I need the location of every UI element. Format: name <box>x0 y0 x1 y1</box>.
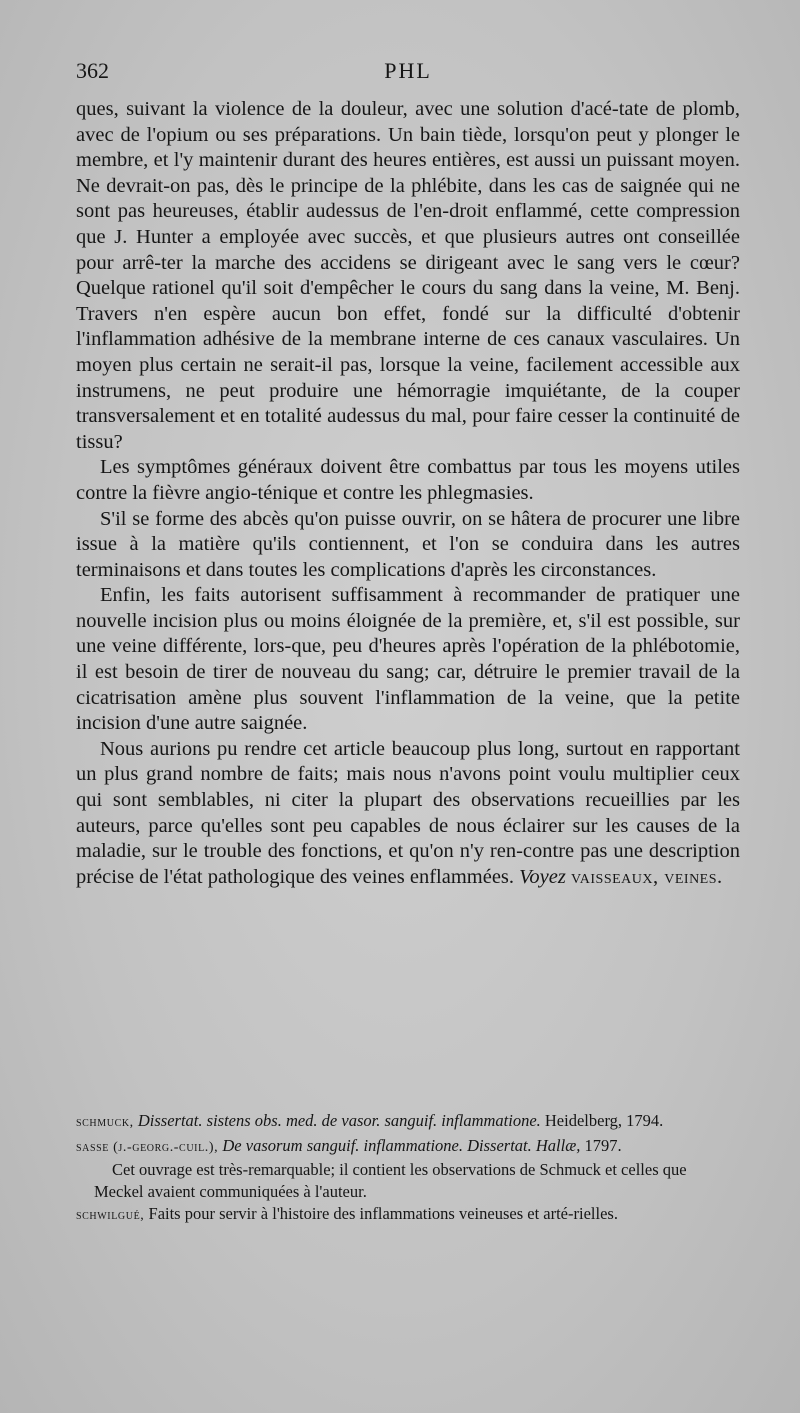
bib-imprint: Heidelberg, 1794. <box>544 1111 664 1130</box>
bib-author: sasse <box>76 1139 110 1155</box>
bib-forename: (j.-georg.-cuil.), <box>113 1139 219 1155</box>
bib-title: Dissertat. sistens obs. med. de vasor. sanguif. inflammatione. <box>137 1111 541 1130</box>
paragraph: Les symptômes généraux doivent être combattus par tous les moyens utiles contre la fièvre angio-ténique et contre les phlegmasies. <box>76 456 740 504</box>
paragraph: Enfin, les faits autorisent suffisamment à recommander de pratiquer une nouvelle incision plus ou moins éloignée de la première, et, s'il est possible, sur une veine différente, lors-que, peu d'heures après l'opération de la phlébotomie, il est besoin de tirer de nouveau du sang; car, détruire le premier travail de la cicatrisation amène plus souvent l'inflammation de la veine, que la petite incision d'une autre saignée. <box>76 584 740 735</box>
bibliography-entry <box>76 1110 740 1134</box>
running-head <box>74 58 742 88</box>
body-text <box>76 97 740 890</box>
bib-place: Hallæ, <box>535 1135 581 1155</box>
bib-text: Faits pour servir à l'histoire des inflammations veineuses et arté-rielles. <box>148 1204 618 1223</box>
paragraph-text: Nous aurions pu rendre cet article beaucoup plus long, surtout en rapportant un plus grand nombre de faits; mais nous n'avons point voulu multiplier ceux qui sont semblables, ni citer la plupart des observations recueillies par les auteurs, parce qu'elles sont peu capables de nous éclairer sur les causes de la maladie, sur le trouble des fonctions, et qu'on n'y ren-contre pas une description précise de l'état pathologique des veines enflammées. <box>76 737 740 888</box>
see-references: vaisseaux, veines. <box>570 865 723 888</box>
bibliography-entry <box>76 1203 740 1227</box>
bib-author: schwilgué, <box>76 1208 145 1223</box>
paragraph: S'il se forme des abcès qu'on puisse ouvrir, on se hâtera de procurer une libre issue à la matière qu'ils contiennent, et l'on se conduira dans les autres terminaisons et dans toutes les complications d'après les circonstances. <box>76 507 740 581</box>
bibliography <box>76 1110 740 1228</box>
page-number: 362 <box>76 58 109 83</box>
bib-author: schmuck, <box>76 1115 134 1130</box>
bib-title: De vasorum sanguif. inflammatione. Dissertat. <box>222 1135 532 1155</box>
bibliography-entry <box>76 1135 740 1159</box>
paragraph-continued: ques, suivant la violence de la douleur, avec une solution d'acé-tate de plomb, avec de l'opium ou ses préparations. Un bain tiède, lorsqu'on peut y plonger le membre, et l'y maintenir durant des heures entières, est aussi un puissant moyen. Ne devrait-on pas, dès le principe de la phlébite, dans les cas de saignée qui ne sont pas heureuses, établir audessus de l'en-droit enflammé, cette compression que J. Hunter a employée avec succès, et que plusieurs autres ont conseillée pour arrê-ter la marche des accidens se dirigeant avec le sang vers le cœur? Quelque rationel qu'il soit d'empêcher le cours du sang dans la veine, M. Benj. Travers n'en espère aucun bon effet, fondé sur la difficulté d'obtenir l'inflammation adhésive de la membrane interne de ces canaux vasculaires. Un moyen plus certain ne serait-il pas, lorsque la veine, facilement accessible aux instrumens, ne peut produire une hémorragie imquiétante, de la couper transversalement et en totalité audessus du mal, pour faire cesser la continuité de tissu? <box>76 98 740 453</box>
paragraph-final <box>76 737 740 891</box>
running-title: PHL <box>384 58 432 83</box>
bib-note: Cet ouvrage est très-remarquable; il contient les observations de Schmuck et celles que Meckel avaient communiquées à l'auteur. <box>94 1160 687 1201</box>
see-label: Voyez <box>519 865 566 888</box>
bib-year: 1797. <box>584 1135 622 1155</box>
